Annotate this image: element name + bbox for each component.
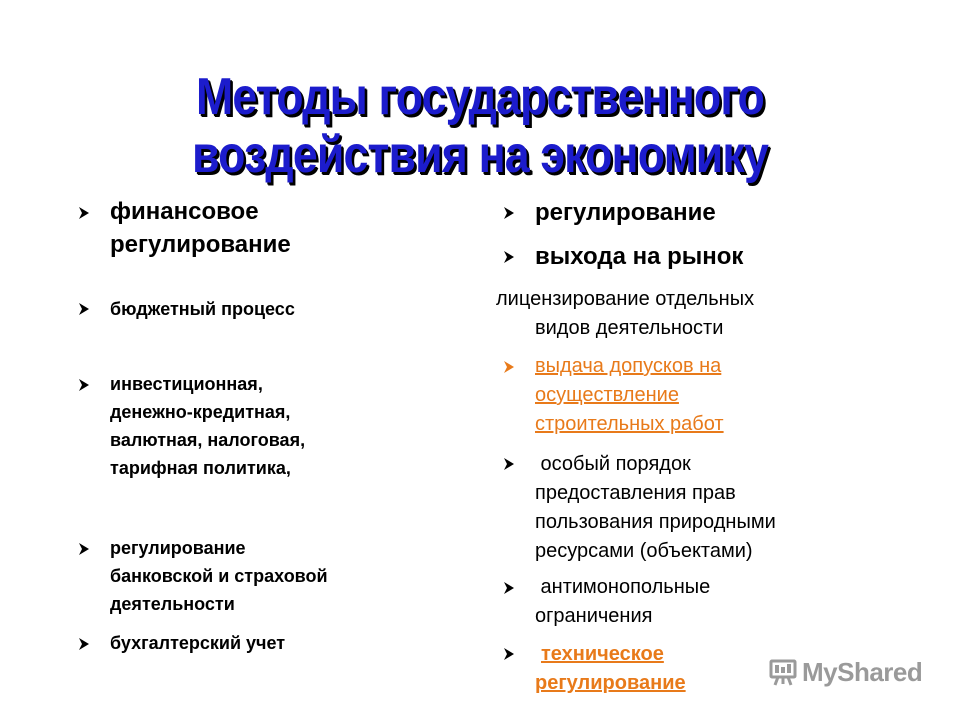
myshared-logo: [768, 655, 922, 689]
bullet-arrow-icon: [503, 647, 515, 661]
myshared-logo-text: MyShared: [802, 656, 923, 687]
right-item-regulation: регулирование: [535, 199, 716, 226]
bullet-arrow-icon: [503, 581, 515, 595]
presentation-board-icon: [768, 657, 798, 687]
bullet-arrow-icon: [503, 360, 515, 374]
left-item-budget-process: бюджетный процесс: [110, 299, 295, 319]
right-item-resource-rights: особый порядок предоставления прав пользования природными ресурсами (объектами): [535, 453, 776, 562]
right-item-technical-regulation-link[interactable]: техническое регулирование: [535, 643, 686, 694]
bullet-arrow-icon: [503, 457, 515, 471]
bullet-arrow-icon: [78, 637, 90, 651]
bullet-arrow-icon: [78, 542, 90, 556]
bullet-arrow-icon: [78, 302, 90, 316]
left-item-policies: инвестиционная, денежно-кредитная, валютная, налоговая, тарифная политика,: [110, 374, 306, 478]
slide-title-line-1: Методы государственного: [195, 68, 765, 126]
bullet-arrow-icon: [78, 206, 90, 220]
bullet-arrow-icon: [503, 250, 515, 264]
left-item-accounting: бухгалтерский учет: [110, 633, 286, 653]
left-item-banking-regulation: регулирование банковской и страховой деятельности: [110, 538, 328, 614]
right-item-market-entry: выхода на рынок: [535, 243, 744, 270]
left-item-financial-regulation: финансовое регулирование: [110, 198, 291, 258]
slide-title-line-2: воздействия на экономику: [192, 126, 768, 184]
slide-title: [67, 68, 893, 184]
bullet-arrow-icon: [78, 378, 90, 392]
right-plain-licensing: лицензирование отдельных видов деятельности: [496, 288, 755, 339]
bullet-arrow-icon: [503, 206, 515, 220]
right-item-construction-permits-link[interactable]: выдача допусков на осуществление строительных работ: [535, 355, 724, 435]
right-item-antimonopoly: антимонопольные ограничения: [535, 576, 711, 627]
